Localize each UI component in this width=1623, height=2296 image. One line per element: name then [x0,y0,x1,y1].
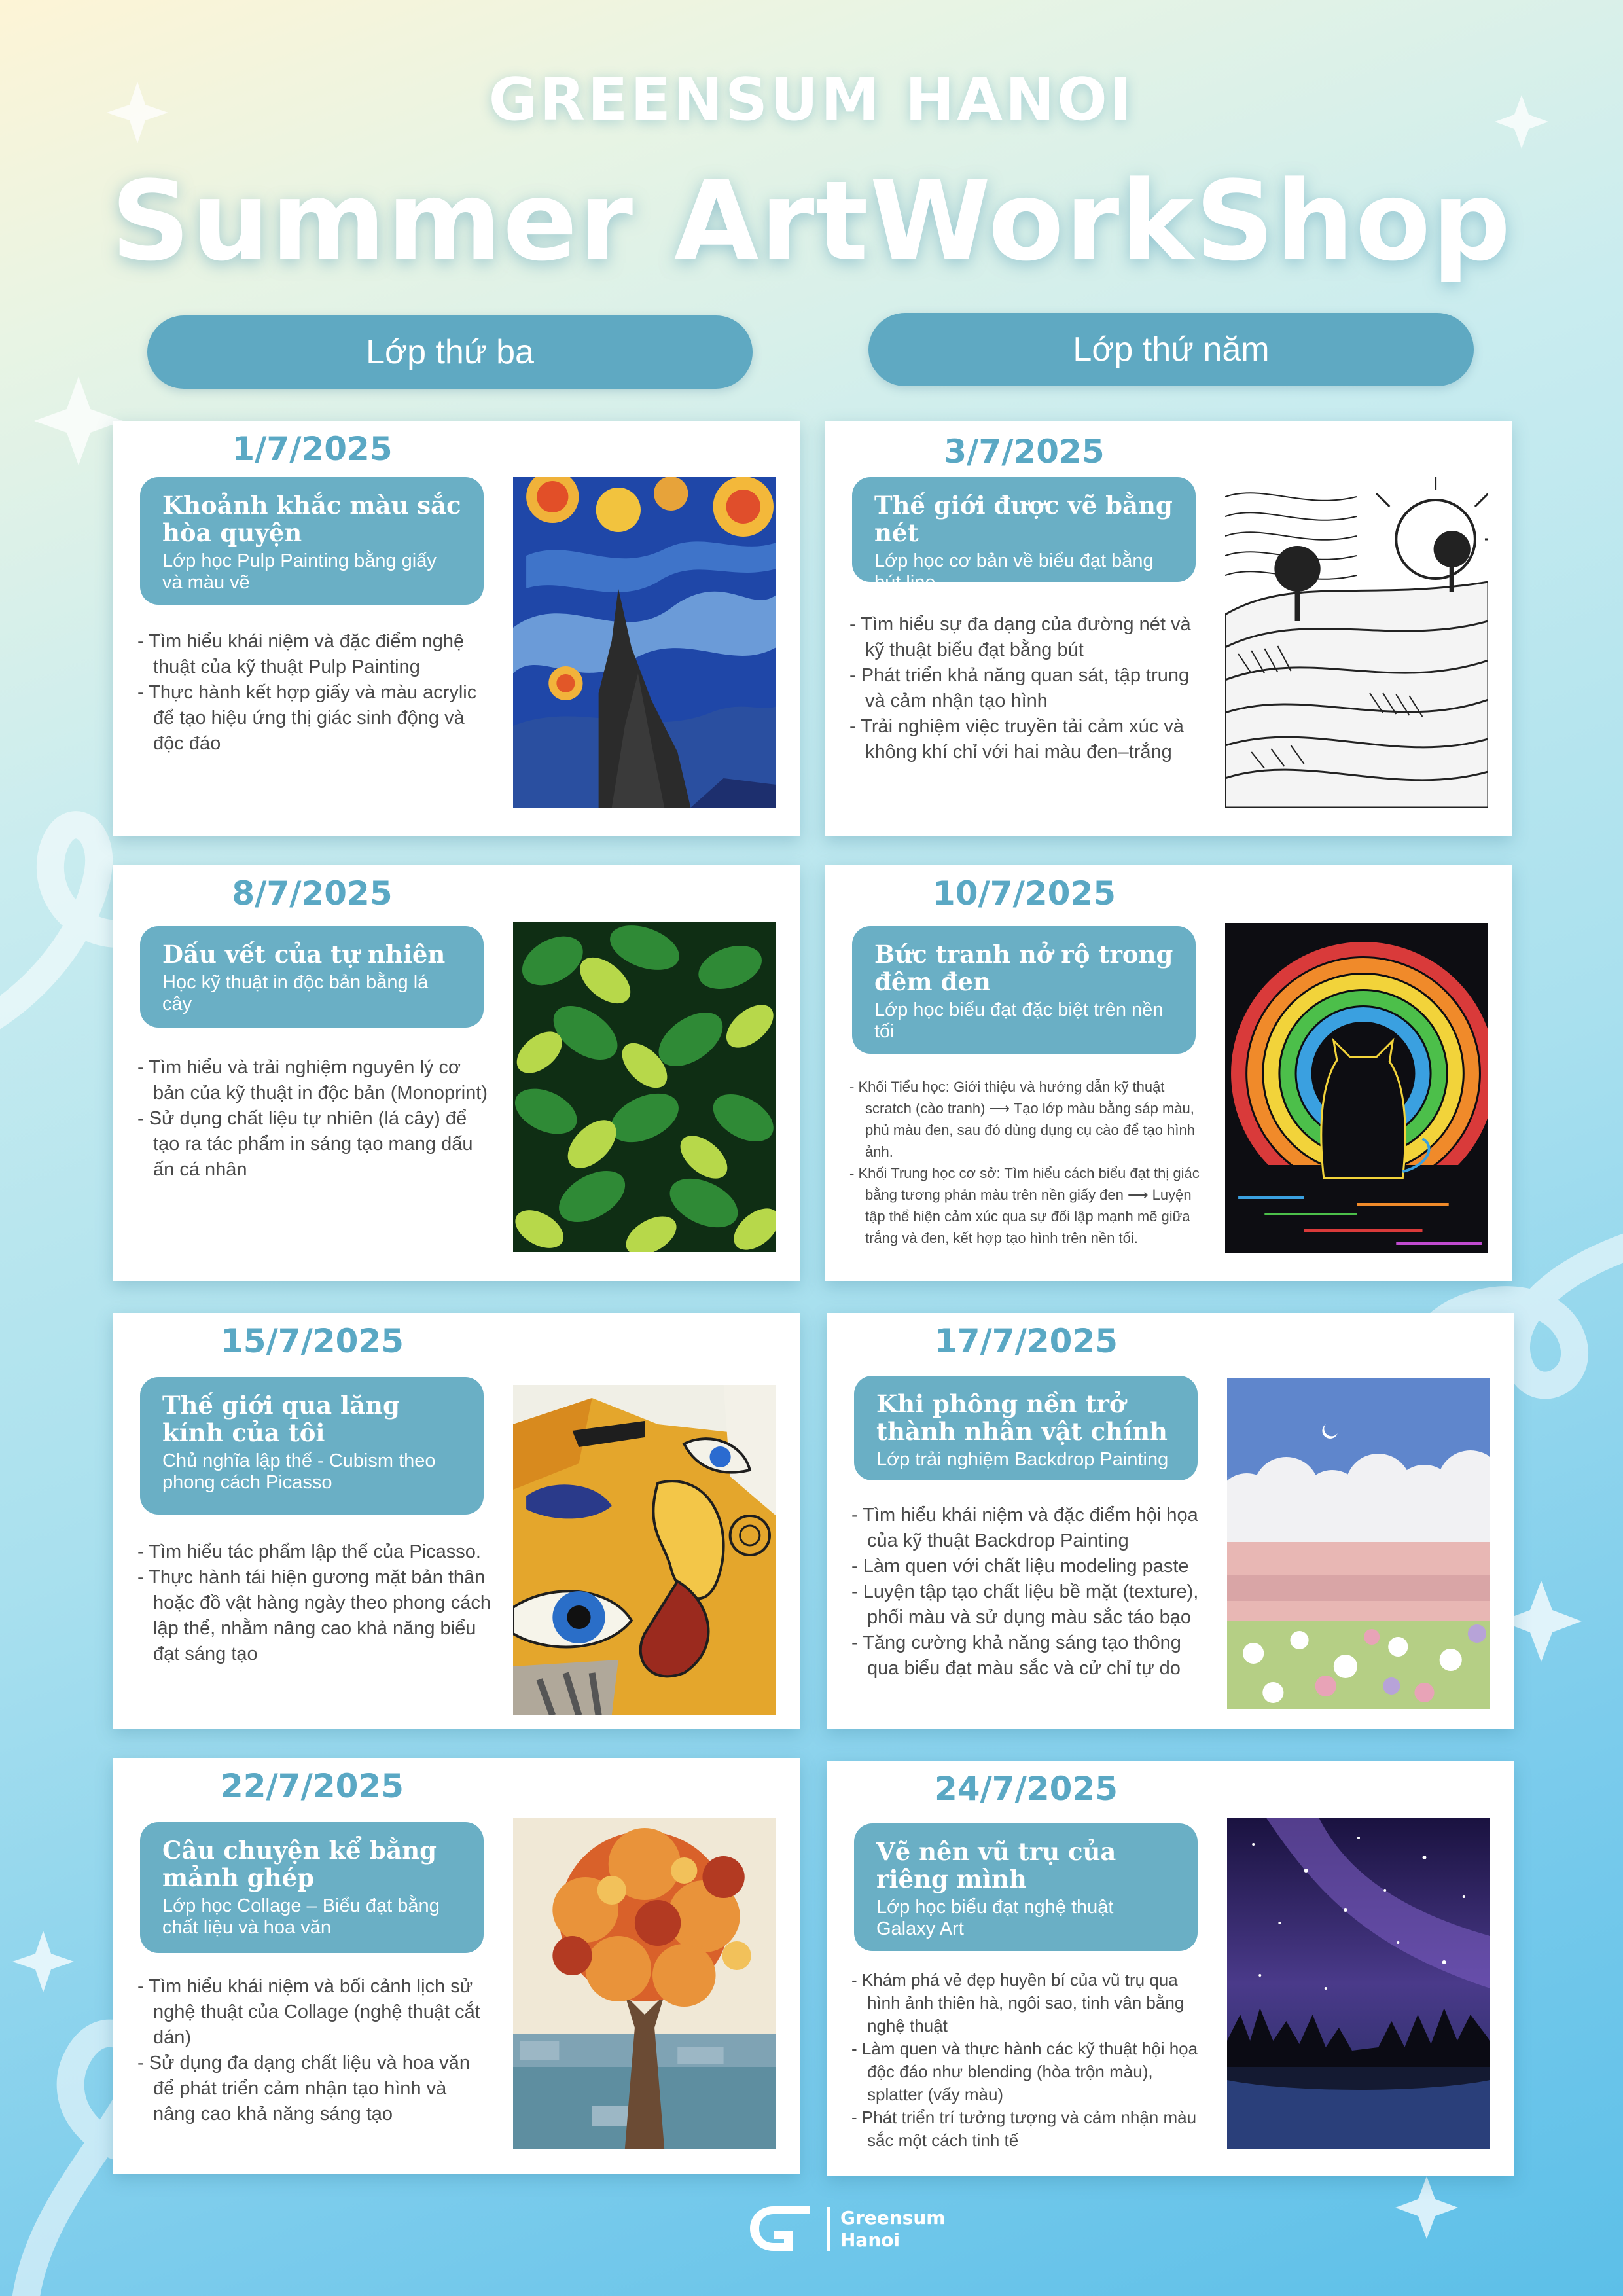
bullet-item: - Tìm hiểu sự đa dạng của đường nét và kỹ thuật biểu đạt bằng bút [849,612,1203,663]
workshop-card-5 [113,1313,800,1729]
bullet-item: - Tìm hiểu tác phẩm lập thể của Picasso. [137,1539,491,1565]
bullet-item: - Khối Trung học cơ sở: Tìm hiểu cách biểu đạt thị giác bằng tương phản màu trên nền giấy đen ⟶ Luyện tập thể hiện cảm xúc qua sự đối lập mạnh mẽ giữa trắng và đen, kết hợp tạo hình trên nền tối. [849,1162,1203,1249]
workshop-bullets [137,1539,491,1667]
workshop-bullets [137,629,491,757]
workshop-bullets [849,1076,1203,1249]
column-header-thursday: Lớp thứ năm [868,313,1474,386]
bullet-item: - Làm quen với chất liệu modeling paste [851,1554,1205,1579]
workshop-subtitle: Lớp học cơ bản về biểu đạt bằng bút line [874,550,1154,593]
workshop-title-box [140,926,484,1028]
bullet-item: - Khối Tiểu học: Giới thiệu và hướng dẫn kỹ thuật scratch (cào tranh) ⟶ Tạo lớp màu bằng sáp màu, phủ màu đen, sau đó dùng dụng cụ cào để tạo hình ảnh. [849,1076,1203,1162]
bullet-item: - Thực hành tái hiện gương mặt bản thân hoặc đồ vật hàng ngày theo phong cách lập thể, nhằm nâng cao khả năng biểu đạt sáng tạo [137,1565,491,1667]
workshop-bullets [851,1969,1205,2152]
workshop-title: Thế giới được vẽ bằng nét [874,491,1173,547]
rainbow-cat-artwork [1225,923,1488,1253]
workshop-title: Khi phông nền trở thành nhân vật chính [876,1390,1168,1446]
bullet-item: - Phát triển trí tưởng tượng và cảm nhận màu sắc một cách tinh tế [851,2106,1205,2152]
cubist-face-artwork [513,1385,776,1715]
workshop-subtitle: Học kỹ thuật in độc bản bằng lá cây [162,972,429,1014]
workshop-title: Khoảnh khắc màu sắc hòa quyện [162,491,461,547]
bullet-item: - Khám phá vẻ đẹp huyền bí của vũ trụ qua hình ảnh thiên hà, ngôi sao, tinh vân bằng nghệ thuật [851,1969,1205,2037]
workshop-title-box [852,477,1196,593]
bullet-item: - Tìm hiểu khái niệm và đặc điểm nghệ thuật của kỹ thuật Pulp Painting [137,629,491,680]
logo-text-line1: Greensum [840,2207,946,2229]
workshop-date: 8/7/2025 [232,874,393,912]
bullet-item: - Tìm hiểu và trải nghiệm nguyên lý cơ bản của kỹ thuật in độc bản (Monoprint) [137,1055,491,1106]
textured-clouds-artwork [1227,1378,1490,1709]
workshop-subtitle: Chủ nghĩa lập thể - Cubism theo phong cách Picasso [162,1450,436,1493]
workshop-card-4 [825,865,1512,1281]
logo-text-line2: Hanoi [840,2229,901,2251]
workshop-title-box [140,477,484,605]
workshop-card-7 [113,1758,800,2174]
bullet-item: - Sử dụng chất liệu tự nhiên (lá cây) để tạo ra tác phẩm in sáng tạo mang dấu ấn cá nhân [137,1106,491,1183]
workshop-title: Câu chuyện kể bằng mảnh ghép [162,1836,437,1892]
workshop-bullets [851,1503,1205,1681]
bullet-item: - Làm quen và thực hành các kỹ thuật hội họa độc đáo như blending (hòa trộn màu), splatter (vẩy màu) [851,2037,1205,2106]
starry-night-artwork [513,477,776,808]
workshop-card-2 [825,421,1512,836]
logo-divider [827,2207,830,2251]
workshop-bullets [137,1974,491,2127]
workshop-title-box [854,1823,1198,1951]
workshop-date: 3/7/2025 [944,433,1105,471]
org-name: GREENSUM HANOI [488,65,1135,134]
workshop-title-box [854,1376,1198,1480]
workshop-title-box [140,1822,484,1953]
collage-tree-artwork [513,1818,776,2149]
bullet-item: - Luyện tập tạo chất liệu bề mặt (texture), phối màu và sử dụng màu sắc táo bạo [851,1579,1205,1630]
line-art-artwork [1225,477,1488,808]
column-header-tuesday: Lớp thứ ba [147,315,753,389]
bullet-item: - Trải nghiệm việc truyền tải cảm xúc và không khí chỉ với hai màu đen–trắng [849,714,1203,765]
workshop-title-box [852,926,1196,1054]
bullet-item: - Tìm hiểu khái niệm và đặc điểm hội họa của kỹ thuật Backdrop Painting [851,1503,1205,1554]
workshop-title: Bức tranh nở rộ trong đêm đen [874,940,1173,996]
greensum-logo-icon [747,2202,813,2255]
page-title: Summer ArtWorkShop [111,157,1512,285]
workshop-date: 15/7/2025 [220,1322,404,1360]
workshop-title: Dấu vết của tự nhiên [162,940,446,969]
workshop-card-3 [113,865,800,1281]
bullet-item: - Thực hành kết hợp giấy và màu acrylic để tạo hiệu ứng thị giác sinh động và độc đáo [137,680,491,757]
workshop-date: 10/7/2025 [932,874,1116,912]
workshop-card-6 [827,1313,1514,1729]
leaf-print-artwork [513,922,776,1252]
workshop-subtitle: Lớp học Pulp Painting bằng giấy và màu vẽ [162,550,437,593]
workshop-date: 24/7/2025 [934,1770,1118,1808]
bullet-item: - Phát triển khả năng quan sát, tập trung và cảm nhận tạo hình [849,663,1203,714]
workshop-subtitle: Lớp trải nghiệm Backdrop Painting [876,1449,1169,1470]
workshop-title-box [140,1377,484,1515]
workshop-date: 22/7/2025 [220,1767,404,1805]
workshop-card-1 [113,421,800,836]
workshop-subtitle: Lớp học biểu đạt đặc biệt trên nền tối [874,999,1164,1042]
workshop-card-8 [827,1761,1514,2176]
workshop-date: 1/7/2025 [232,430,393,468]
workshop-title: Thế giới qua lăng kính của tôi [162,1391,400,1447]
workshop-subtitle: Lớp học Collage – Biểu đạt bằng chất liệu và hoa văn [162,1895,440,1938]
workshop-title: Vẽ nên vũ trụ của riêng mình [876,1837,1116,1893]
greensum-logo [747,2199,957,2258]
bullet-item: - Tăng cường khả năng sáng tạo thông qua biểu đạt màu sắc và cử chỉ tự do [851,1630,1205,1681]
workshop-bullets [849,612,1203,765]
workshop-subtitle: Lớp học biểu đạt nghệ thuật Galaxy Art [876,1897,1114,1939]
galaxy-artwork [1227,1818,1490,2149]
workshop-date: 17/7/2025 [934,1322,1118,1360]
workshop-bullets [137,1055,491,1183]
bullet-item: - Sử dụng đa dạng chất liệu và hoa văn để phát triển cảm nhận tạo hình và nâng cao khả năng sáng tạo [137,2051,491,2127]
bullet-item: - Tìm hiểu khái niệm và bối cảnh lịch sử nghệ thuật của Collage (nghệ thuật cắt dán) [137,1974,491,2051]
